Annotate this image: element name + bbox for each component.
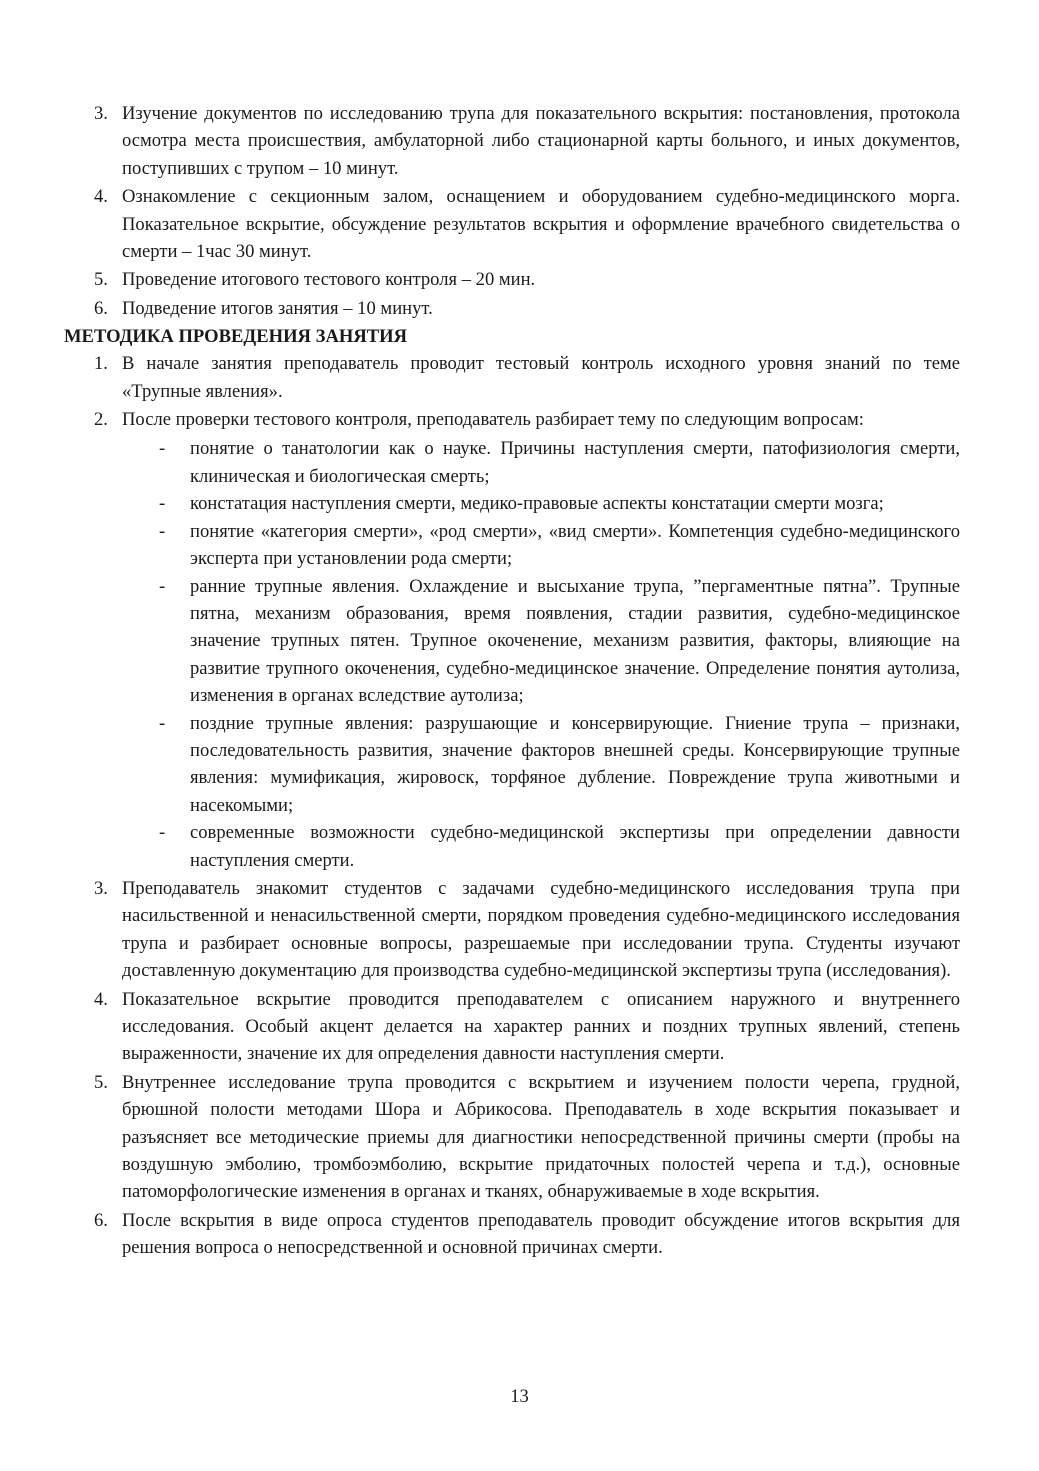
list-item xyxy=(64,1069,960,1206)
list-number: 6. xyxy=(94,1209,108,1231)
page-content xyxy=(64,100,960,1263)
sub-list-item xyxy=(64,518,960,573)
dash-marker: - xyxy=(159,438,166,460)
list-number: 3. xyxy=(94,877,108,899)
list-item xyxy=(64,406,960,433)
sub-list-item xyxy=(64,435,960,490)
page-number: 13 xyxy=(510,1386,529,1407)
sub-list xyxy=(64,435,960,874)
list-item xyxy=(64,350,960,405)
dash-marker: - xyxy=(159,575,166,597)
list-number: 1. xyxy=(94,353,108,375)
list-item xyxy=(64,183,960,265)
list-text: Показательное вскрытие проводится преподавателем с описанием наружного и внутреннего исследования. Особый акцент делается на характер ранних и поздних трупных явлений, степень выраженности, значение их для определения давности наступления смерти. xyxy=(122,988,960,1065)
list-text: После вскрытия в виде опроса студентов преподаватель проводит обсуждение итогов вскрытия для решения вопроса о непосредственной и основной причинах смерти. xyxy=(122,1209,960,1259)
sub-list-text: понятие «категория смерти», «род смерти», «вид смерти». Компетенция судебно-медицинского эксперта при установлении рода смерти; xyxy=(190,520,960,570)
list-number: 2. xyxy=(94,409,108,431)
method-list xyxy=(64,350,960,1261)
dash-marker: - xyxy=(159,493,166,515)
sub-list-item xyxy=(64,490,960,517)
dash-marker: - xyxy=(159,712,166,734)
list-number: 6. xyxy=(94,297,108,319)
section-heading: МЕТОДИКА ПРОВЕДЕНИЯ ЗАНЯТИЯ xyxy=(64,326,408,348)
sub-list-text: констатация наступления смерти, медико-правовые аспекты констатации смерти мозга; xyxy=(190,493,884,515)
sub-list-item xyxy=(64,819,960,874)
list-text: Внутреннее исследование трупа проводится с вскрытием и изучением полости черепа, грудной, брюшной полости методами Шора и Абрикосова. Преподаватель в ходе вскрытия показывает и разъясняет все методические приемы для диагностики непосредственной причины смерти (пробы на воздушную эмболию, тромбоэмболию, вскрытие придаточных полостей черепа и т.д.), основные патоморфологические изменения в органах и тканях, обнаруживаемые в ходе вскрытия. xyxy=(122,1071,960,1203)
list-text: Изучение документов по исследованию трупа для показательного вскрытия: постановления, протокола осмотра места происшествия, амбулаторной либо стационарной карты больного, и иных документов, поступивших с трупом – 10 минут. xyxy=(122,103,960,179)
list-text: Преподаватель знакомит студентов с задачами судебно-медицинского исследования трупа при насильственной и ненасильственной смерти, порядком проведения судебно-медицинского исследования трупа и разбирает основные вопросы, разрешаемые при исследовании трупа. Студенты изучают доставленную документацию для производства судебно-медицинской экспертизы трупа (исследования). xyxy=(122,877,960,982)
top-list xyxy=(64,100,960,322)
sub-list-item xyxy=(64,573,960,710)
list-item xyxy=(64,266,960,293)
list-text: Подведение итогов занятия – 10 минут. xyxy=(122,297,433,319)
list-item xyxy=(64,295,960,322)
list-text: После проверки тестового контроля, преподаватель разбирает тему по следующим вопросам: xyxy=(122,409,864,431)
list-number: 3. xyxy=(94,103,108,124)
sub-list-text: ранние трупные явления. Охлаждение и высыхание трупа, ”пергаментные пятна”. Трупные пятна, механизм образования, время появления, стадии развития, судебно-медицинское значение трупных пятен. Трупное окоченение, механизм развития, факторы, влияющие на развитие трупного окоченения, судебно-медицинское значение. Определение понятия аутолиза, изменения в органах вследствие аутолиза; xyxy=(190,575,960,707)
sub-list-text: понятие о танатологии как о науке. Причины наступления смерти, патофизиология смерти, клиническая и биологическая смерть; xyxy=(190,438,960,487)
list-number: 5. xyxy=(94,1071,108,1093)
dash-marker: - xyxy=(159,520,166,542)
list-text: Ознакомление с секционным залом, оснащением и оборудованием судебно-медицинского морга. Показательное вскрытие, обсуждение результатов вскрытия и оформление врачебного свидетельства о смерти – 1час 30 минут. xyxy=(122,186,960,263)
sub-list-text: современные возможности судебно-медицинской экспертизы при определении давности наступления смерти. xyxy=(190,822,960,871)
list-item xyxy=(64,986,960,1068)
list-item xyxy=(64,875,960,985)
sub-list-item xyxy=(64,710,960,820)
dash-marker: - xyxy=(159,822,166,844)
list-text: В начале занятия преподаватель проводит тестовый контроль исходного уровня знаний по теме «Трупные явления». xyxy=(122,353,960,402)
list-text: Проведение итогового тестового контроля – 20 мин. xyxy=(122,269,536,291)
list-number: 4. xyxy=(94,186,108,208)
sub-list-text: поздние трупные явления: разрушающие и консервирующие. Гниение трупа – признаки, последовательность развития, значение факторов внешней среды. Консервирующие трупные явления: мумификация, жировоск, торфяное дубление. Повреждение трупа животными и насекомыми; xyxy=(190,712,960,816)
list-item xyxy=(64,1207,960,1262)
list-item xyxy=(64,100,960,182)
list-number: 4. xyxy=(94,988,108,1010)
list-number: 5. xyxy=(94,269,108,291)
